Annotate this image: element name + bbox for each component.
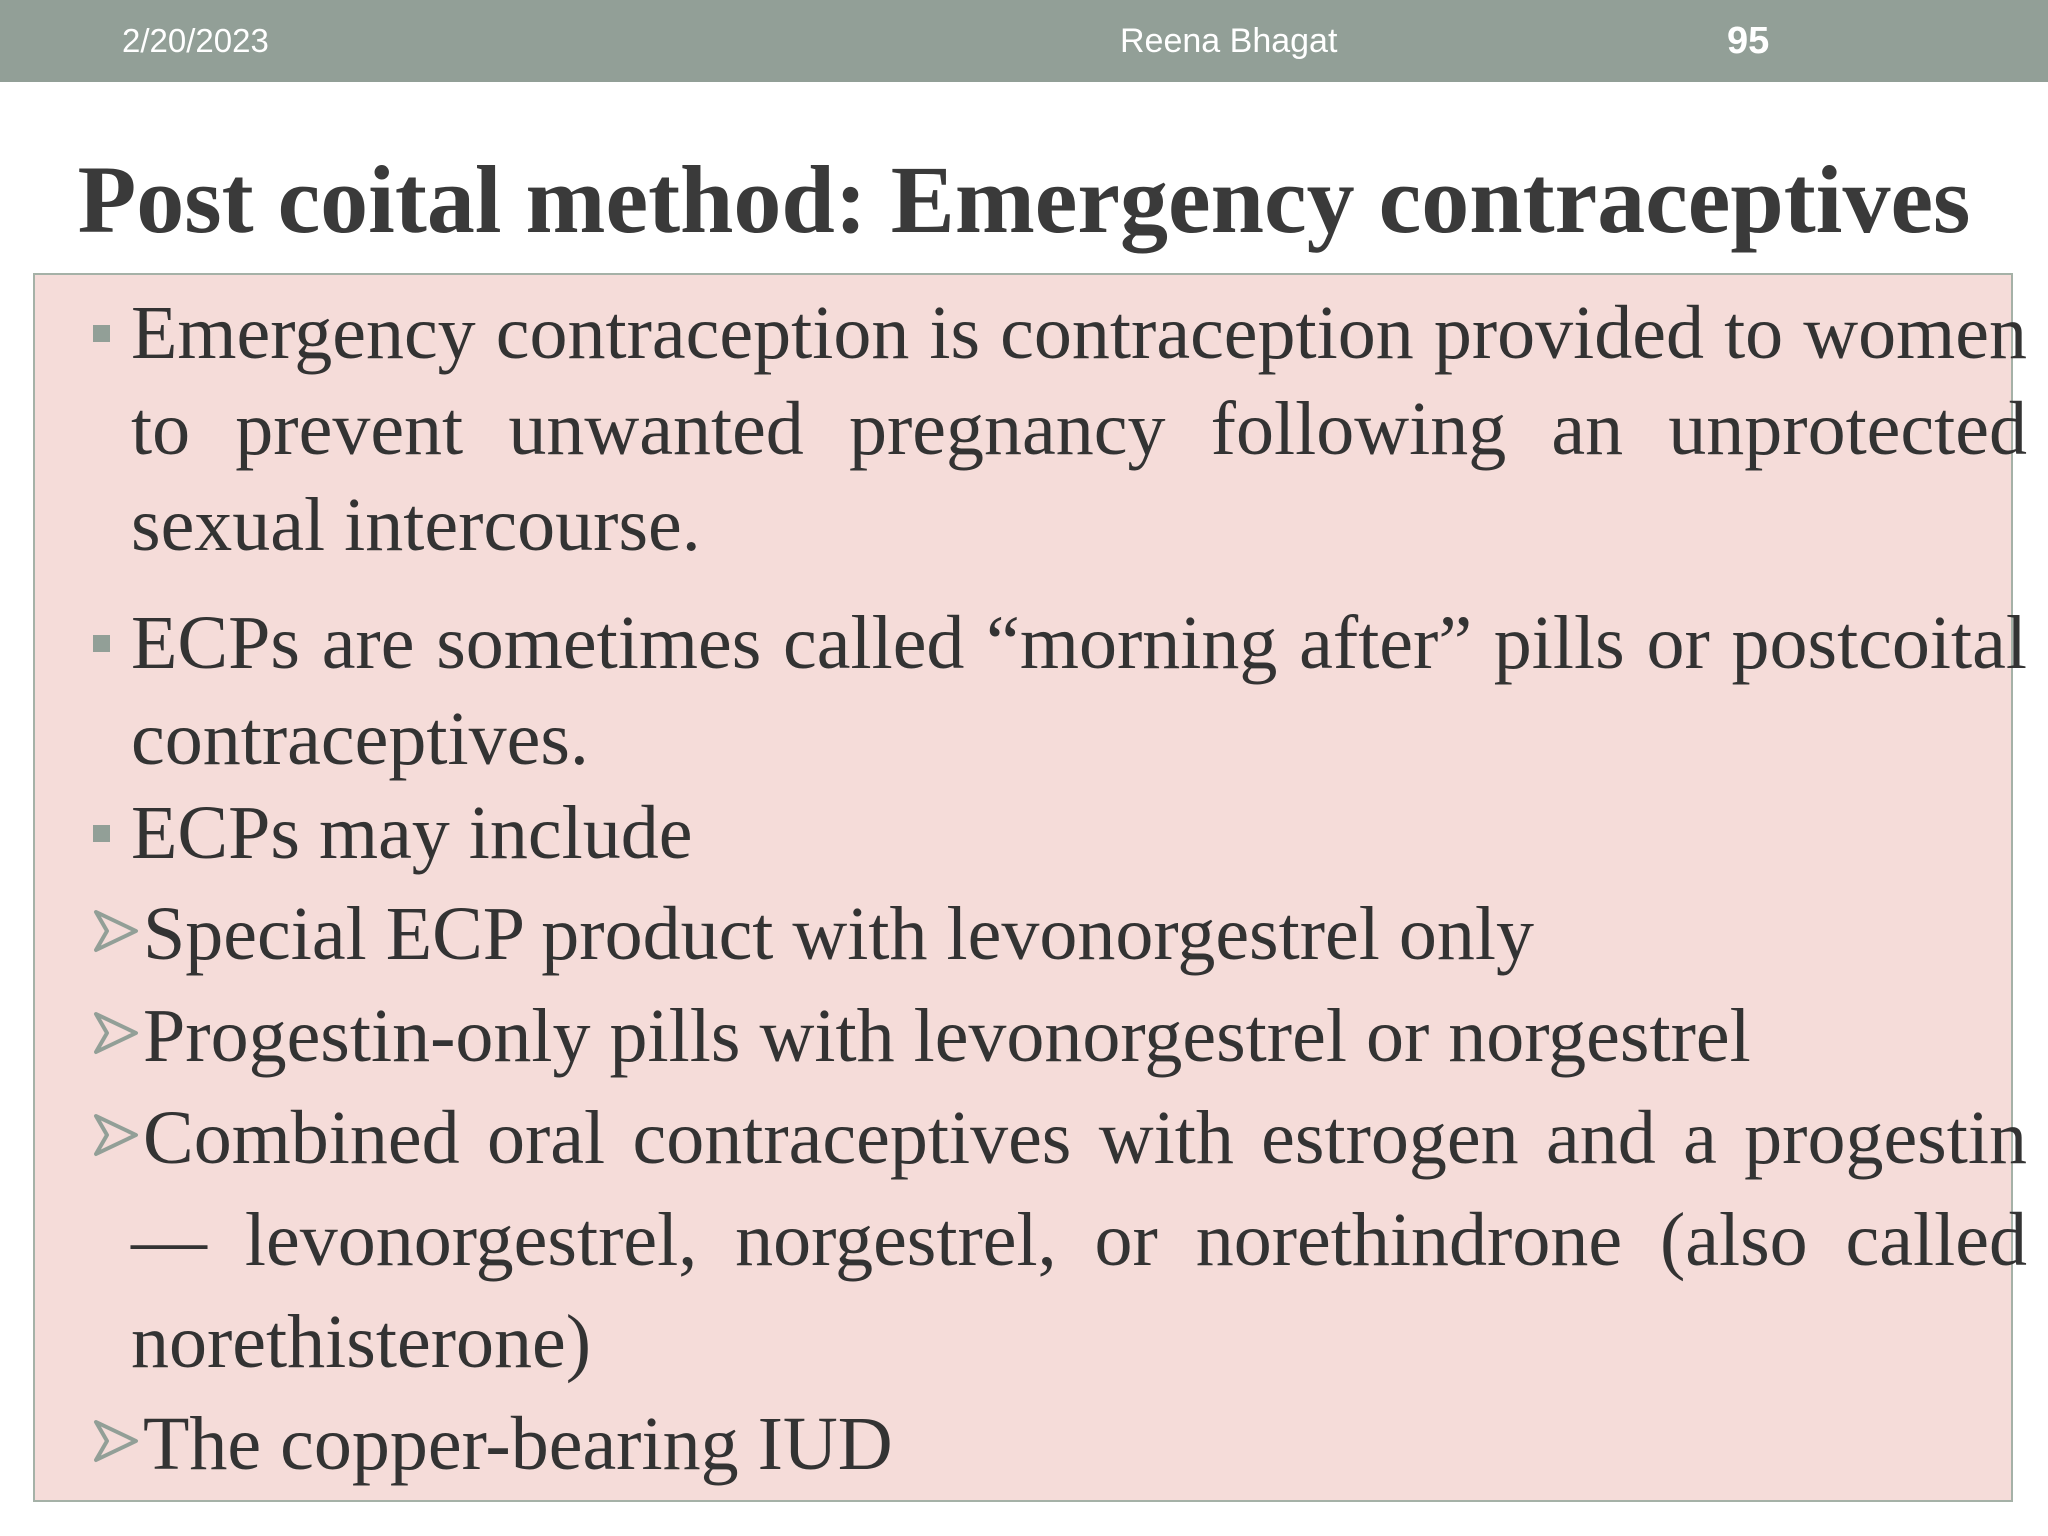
arrow-list-item: [97, 1393, 2027, 1495]
arrow-bullet-icon: [93, 1113, 139, 1157]
bullet-text: ECPs are sometimes called “morning after” pills or postcoital contraceptives.: [131, 601, 2027, 781]
arrow-item-text: Progestin-only pills with levonorgestrel or norgestrel: [143, 994, 1751, 1078]
arrow-bullet-icon: [93, 1011, 139, 1055]
arrow-item-text: The copper-bearing IUD: [143, 1402, 893, 1486]
bullet-text: ECPs may include: [131, 791, 693, 875]
arrow-bullet-icon: [93, 909, 139, 953]
arrow-list-item: [97, 985, 2027, 1087]
bullet-item: [97, 595, 2027, 787]
slide-date: 2/20/2023: [122, 22, 269, 59]
slide-page-number: 95: [1727, 20, 1770, 62]
arrow-list-item: [97, 883, 2027, 985]
content-box: [33, 273, 2027, 1502]
arrow-item-text: Special ECP product with levonorgestrel only: [143, 892, 1535, 976]
square-bullet-icon: [93, 325, 110, 342]
arrow-list-item: [97, 1087, 2027, 1393]
slide-title: Post coital method: Emergency contraceptives: [77, 146, 1971, 253]
arrow-item-text: Combined oral contraceptives with estrogen and a progestin— levonorgestrel, norgestrel, or norethindrone (also called norethisterone): [131, 1096, 2027, 1384]
arrow-bullet-icon: [93, 1419, 139, 1463]
bullet-text: Emergency contraception is contraception provided to women to prevent unwanted pregnancy following an unprotected sexual intercourse.: [131, 291, 2027, 567]
bullet-item: [97, 285, 2027, 573]
header-bar: [0, 0, 2048, 82]
bullet-item: [97, 785, 2027, 881]
square-bullet-icon: [93, 825, 110, 842]
square-bullet-icon: [93, 635, 110, 652]
slide-author: Reena Bhagat: [1120, 22, 1338, 60]
